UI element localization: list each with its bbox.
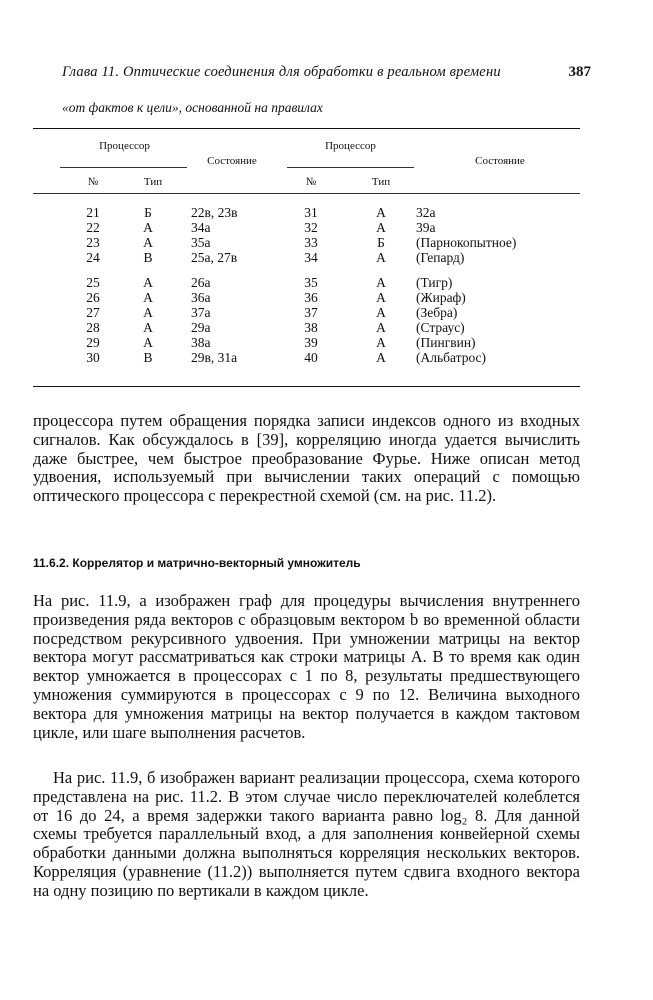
header-type-right: Тип	[371, 176, 391, 188]
section-heading: 11.6.2. Коррелятор и матрично-векторный умножитель	[33, 556, 361, 570]
cell-state: 29в, 31а	[191, 350, 238, 365]
table-caption: «от фактов к цели», основанной на правилах	[62, 100, 323, 115]
cell-type: А	[143, 320, 153, 335]
table-top-rule	[33, 128, 580, 129]
cell-type: Б	[144, 205, 152, 220]
cell-type: А	[143, 275, 153, 290]
body-paragraph: процессора путем обращения порядка записи индексов одного из входных сигналов. Как обсуждалось в [39], корреляцию иногда удается вычислить даже быстрее, чем быстрое преобразование Фурье. Ниже описан метод удвоения, используемый при вычислении таких операций с помощью оптического процессора с перекрестной схемой (см. на рис. 11.2).	[33, 411, 580, 506]
table-row	[33, 250, 580, 265]
cell-state: 25а, 27в	[191, 250, 238, 265]
cell-state: 35а	[191, 235, 211, 250]
processor-table	[33, 205, 580, 365]
cell-number: 40	[304, 350, 318, 365]
cell-state: 26а	[191, 275, 211, 290]
cell-number: 39	[304, 335, 318, 350]
header-state-left: Состояние	[207, 155, 257, 167]
cell-number: 25	[86, 275, 100, 290]
cell-type: А	[143, 305, 153, 320]
cell-type: А	[376, 205, 386, 220]
table-row	[33, 235, 580, 250]
cell-type: А	[376, 350, 386, 365]
cell-state: (Тигр)	[416, 275, 453, 290]
cell-state: 34а	[191, 220, 211, 235]
header-number-right: №	[305, 176, 317, 188]
cell-state: 36а	[191, 290, 211, 305]
cell-state: (Альбатрос)	[416, 350, 487, 365]
cell-number: 34	[304, 250, 318, 265]
cell-number: 35	[304, 275, 318, 290]
table-row	[33, 350, 580, 365]
cell-number: 27	[86, 305, 100, 320]
cell-state: 29а	[191, 320, 211, 335]
cell-number: 29	[86, 335, 100, 350]
table-row	[33, 305, 580, 320]
cell-type: А	[376, 320, 386, 335]
cell-state: (Зебра)	[416, 305, 458, 320]
cell-type: В	[143, 350, 153, 365]
body-paragraph: На рис. 11.9, б изображен вариант реализации процессора, схема которого представлена на рис. 11.2. В этом случае число переключателей колеблется от 16 до 24, а время задержки такого варианта равно log₂ 8. Для данной схемы требуется параллельный вход, а для заполнения конвейерной схемы обработки данными должна выполняться корреляция нескольких векторов. Корреляция (уравнение (11.2)) выполняется путем сдвига входного вектора на одну позицию по вертикали в каждом цикле.	[33, 768, 580, 900]
cell-state: 32а	[416, 205, 436, 220]
header-processor-right: Процессор	[325, 140, 376, 152]
cell-number: 30	[86, 350, 100, 365]
header-span-rule-right	[287, 167, 414, 168]
cell-number: 33	[304, 235, 318, 250]
header-state-right: Состояние	[475, 155, 525, 167]
cell-type: А	[143, 290, 153, 305]
cell-type: А	[143, 235, 153, 250]
table-row	[33, 220, 580, 235]
cell-state: (Жираф)	[416, 290, 466, 305]
table-row	[33, 275, 580, 290]
cell-type: А	[376, 220, 386, 235]
cell-type: Б	[377, 235, 385, 250]
header-number-left: №	[87, 176, 99, 188]
cell-number: 31	[304, 205, 318, 220]
header-span-rule-left	[60, 167, 187, 168]
cell-number: 36	[304, 290, 318, 305]
table-bottom-rule	[33, 386, 580, 387]
cell-type: А	[376, 335, 386, 350]
cell-state: 39а	[416, 220, 436, 235]
cell-number: 26	[86, 290, 100, 305]
table-row	[33, 290, 580, 305]
cell-number: 28	[86, 320, 100, 335]
page-number: 387	[568, 64, 591, 80]
cell-type: А	[376, 275, 386, 290]
cell-state: 38а	[191, 335, 211, 350]
cell-type: А	[376, 250, 386, 265]
cell-number: 32	[304, 220, 318, 235]
cell-number: 37	[304, 305, 318, 320]
cell-type: В	[143, 250, 153, 265]
header-processor-left: Процессор	[99, 140, 150, 152]
cell-number: 22	[86, 220, 100, 235]
cell-state: 37а	[191, 305, 211, 320]
cell-type: А	[143, 220, 153, 235]
cell-number: 23	[86, 235, 100, 250]
cell-state: 22в, 23в	[191, 205, 238, 220]
cell-state: (Парнокопытное)	[416, 235, 517, 250]
cell-number: 24	[86, 250, 100, 265]
body-paragraph: На рис. 11.9, а изображен граф для процедуры вычисления внутреннего произведения ряда векторов с образцовым вектором b во временной области посредством рекурсивного удвоения. При умножении матрицы на вектор вектора могут рассматриваться как строки матрицы А. В то время как один вектор умножается в процессорах с 1 по 8, результаты предшествующего умножения суммируются в процессорах с 9 по 12. Величина выходного вектора для умножения матрицы на вектор получается в каждом тактовом цикле, или шаге выполнения расчетов.	[33, 591, 580, 742]
cell-state: (Гепард)	[416, 250, 465, 265]
cell-number: 21	[86, 205, 100, 220]
cell-state: (Пингвин)	[416, 335, 476, 350]
cell-type: А	[376, 290, 386, 305]
table-row	[33, 320, 580, 335]
table-row	[33, 205, 580, 220]
running-head: Глава 11. Оптические соединения для обработки в реальном времени	[62, 64, 501, 80]
table-row	[33, 335, 580, 350]
cell-type: А	[143, 335, 153, 350]
cell-state: (Страус)	[416, 320, 465, 335]
cell-number: 38	[304, 320, 318, 335]
cell-type: А	[376, 305, 386, 320]
header-bottom-rule	[33, 193, 580, 194]
header-type-left: Тип	[143, 176, 163, 188]
